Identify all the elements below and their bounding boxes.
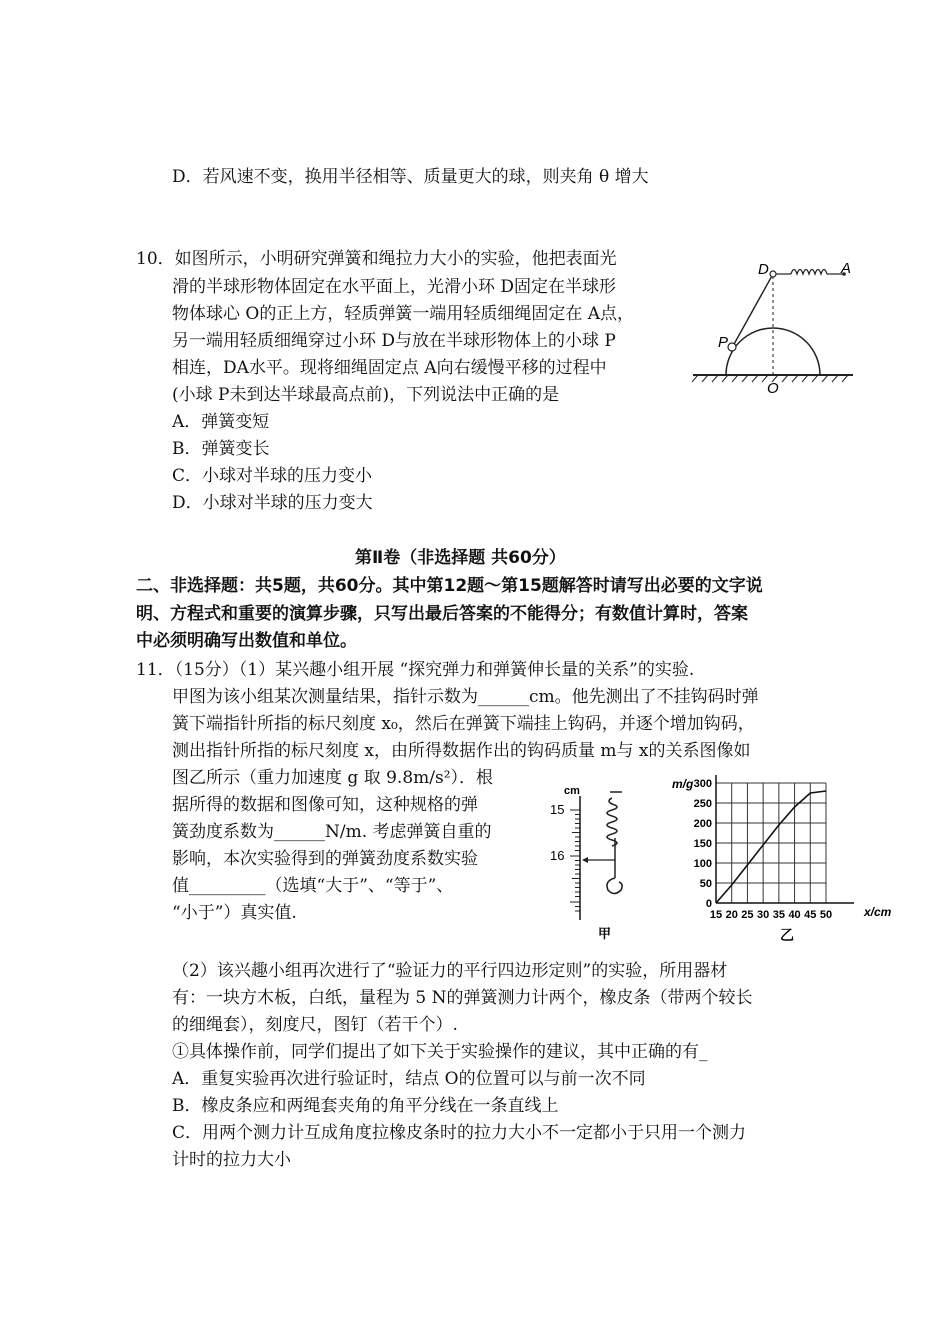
q11-line-4: 图乙所示（重力加速度 g 取 9.8m/s²）．根 bbox=[172, 768, 494, 788]
q11-part2-option-b: B．橡皮条应和两绳套夹角的角平分线在一条直线上 bbox=[172, 1096, 559, 1116]
q10-line-1: 10．如图所示，小明研究弹簧和绳拉力大小的实验，他把表面光 bbox=[136, 249, 617, 269]
label-o: O bbox=[767, 380, 779, 397]
y-tick-label: 0 bbox=[705, 898, 712, 910]
x-tick-label: 20 bbox=[725, 909, 738, 921]
ruler-unit: cm bbox=[564, 785, 580, 797]
y-tick-label: 50 bbox=[699, 878, 712, 890]
q11-part2-line-1: （2）该兴趣小组再次进行了“验证力的平行四边形定则”的实验，所用器材 bbox=[172, 961, 728, 981]
spring bbox=[791, 270, 827, 275]
q10-line-6: (小球 P未到达半球最高点前)，下列说法中正确的是 bbox=[172, 385, 560, 405]
x-tick-label: 25 bbox=[741, 909, 754, 921]
hemisphere-spring-figure bbox=[688, 252, 858, 400]
section2-instruction-1: 二、非选择题：共5题，共60分。其中第12题～第15题解答时请写出必要的文字说 bbox=[136, 576, 763, 596]
q11-part2-line-2: 有：一块方木板，白纸，量程为 5 N的弹簧测力计两个，橡皮条（带两个较长 bbox=[172, 988, 753, 1008]
y-tick-label: 300 bbox=[693, 778, 712, 790]
q10-line-4: 另一端用轻质细绳穿过小环 D与放在半球形物体上的小球 P bbox=[172, 331, 616, 351]
section2-title: 第Ⅱ卷（非选择题 共60分） bbox=[355, 548, 566, 568]
x-tick-label: 35 bbox=[772, 909, 785, 921]
ruler-ticks bbox=[570, 810, 580, 911]
x-tick-label: 30 bbox=[757, 909, 770, 921]
ruler-caption: 甲 bbox=[598, 926, 612, 941]
q11-line-2: 簧下端指针所指的标尺刻度 x₀，然后在弹簧下端挂上钩码，并逐个增加钩码， bbox=[172, 714, 755, 734]
q10-line-2: 滑的半球形物体固定在水平面上，光滑小环 D固定在半球形 bbox=[172, 277, 617, 297]
y-tick-label: 250 bbox=[693, 798, 712, 810]
ball-p bbox=[728, 343, 736, 351]
q11-header: 11．（15分）（1）某兴趣小组开展 “探究弹力和弹簧伸长量的关系”的实验. bbox=[136, 660, 695, 680]
q10-line-3: 物体球心 O的正上方，轻质弹簧一端用轻质细绳固定在 A点， bbox=[172, 304, 635, 324]
y-axis-label: m/g bbox=[672, 777, 694, 791]
label-a: A bbox=[841, 260, 852, 277]
ruler-tick-16: 16 bbox=[550, 848, 565, 863]
ring-d bbox=[770, 271, 776, 277]
rope-dp bbox=[733, 274, 773, 346]
spring-coil bbox=[607, 792, 622, 846]
q11-line-5: 据所得的数据和图像可知，这种规格的弹 bbox=[172, 795, 478, 815]
ruler-tick-15: 15 bbox=[550, 802, 565, 817]
y-tick-label: 150 bbox=[693, 838, 712, 850]
section2-instruction-3: 中必须明确写出数值和单位。 bbox=[136, 631, 357, 651]
q11-line-3: 测出指针所指的标尺刻度 x，由所得数据作出的钩码质量 m与 x的关系图像如 bbox=[172, 741, 751, 761]
q11-line-6: 簧劲度系数为______N/m. 考虑弹簧自重的 bbox=[172, 822, 492, 842]
x-tick-label: 15 bbox=[709, 909, 723, 921]
q10-option-c: C．小球对半球的压力变小 bbox=[172, 466, 373, 486]
q11-part2-line-4: ①具体操作前，同学们提出了如下关于实验操作的建议，其中正确的有_ bbox=[172, 1042, 708, 1062]
x-axis-label: x/cm bbox=[864, 905, 892, 919]
q11-line-8: 值_________（选填“大于”、“等于”、 bbox=[172, 876, 454, 896]
q11-part2-option-c: C．用两个测力计互成角度拉橡皮条时的拉力大小不一定都小于只用一个测力 bbox=[172, 1123, 747, 1143]
q11-line-7: 影响，本次实验得到的弹簧劲度系数实验 bbox=[172, 849, 478, 869]
q10-option-b: B．弹簧变长 bbox=[172, 439, 270, 459]
q10-option-a: A．弹簧变短 bbox=[172, 412, 270, 432]
label-p: P bbox=[718, 334, 729, 351]
q11-line-9: “小于”）真实值. bbox=[172, 903, 297, 923]
x-tick-label: 45 bbox=[804, 909, 817, 921]
q11-part2-line-3: 的细绳套），刻度尺，图钉（若干个）. bbox=[172, 1015, 458, 1035]
hook bbox=[607, 878, 622, 894]
q11-part2-option-a: A．重复实验再次进行验证时，结点 O的位置可以与前一次不同 bbox=[172, 1069, 646, 1089]
q9-option-d: D．若风速不变，换用半径相等、质量更大的球，则夹角 θ 增大 bbox=[172, 167, 649, 187]
y-tick-label: 200 bbox=[693, 818, 712, 830]
q10-option-d: D．小球对半球的压力变大 bbox=[172, 493, 373, 513]
mass-extension-chart bbox=[668, 768, 898, 948]
ruler-figure-jia bbox=[548, 782, 648, 942]
q11-part2-option-c-cont: 计时的拉力大小 bbox=[172, 1150, 291, 1170]
x-tick-label: 40 bbox=[788, 909, 801, 921]
chart-caption: 乙 bbox=[780, 927, 794, 943]
x-tick-label: 50 bbox=[819, 909, 833, 921]
label-d: D bbox=[758, 261, 769, 278]
section2-instruction-2: 明、方程式和重要的演算步骤，只写出最后答案的不能得分；有数值计算时，答案 bbox=[136, 604, 748, 624]
data-series-line bbox=[716, 791, 826, 903]
q10-line-5: 相连，DA水平。现将细绳固定点 A向右缓慢平移的过程中 bbox=[172, 358, 607, 378]
y-tick-label: 100 bbox=[693, 858, 712, 870]
q11-line-1: 甲图为该小组某次测量结果，指针示数为______cm。他先测出了不挂钩码时弹 bbox=[172, 687, 759, 707]
